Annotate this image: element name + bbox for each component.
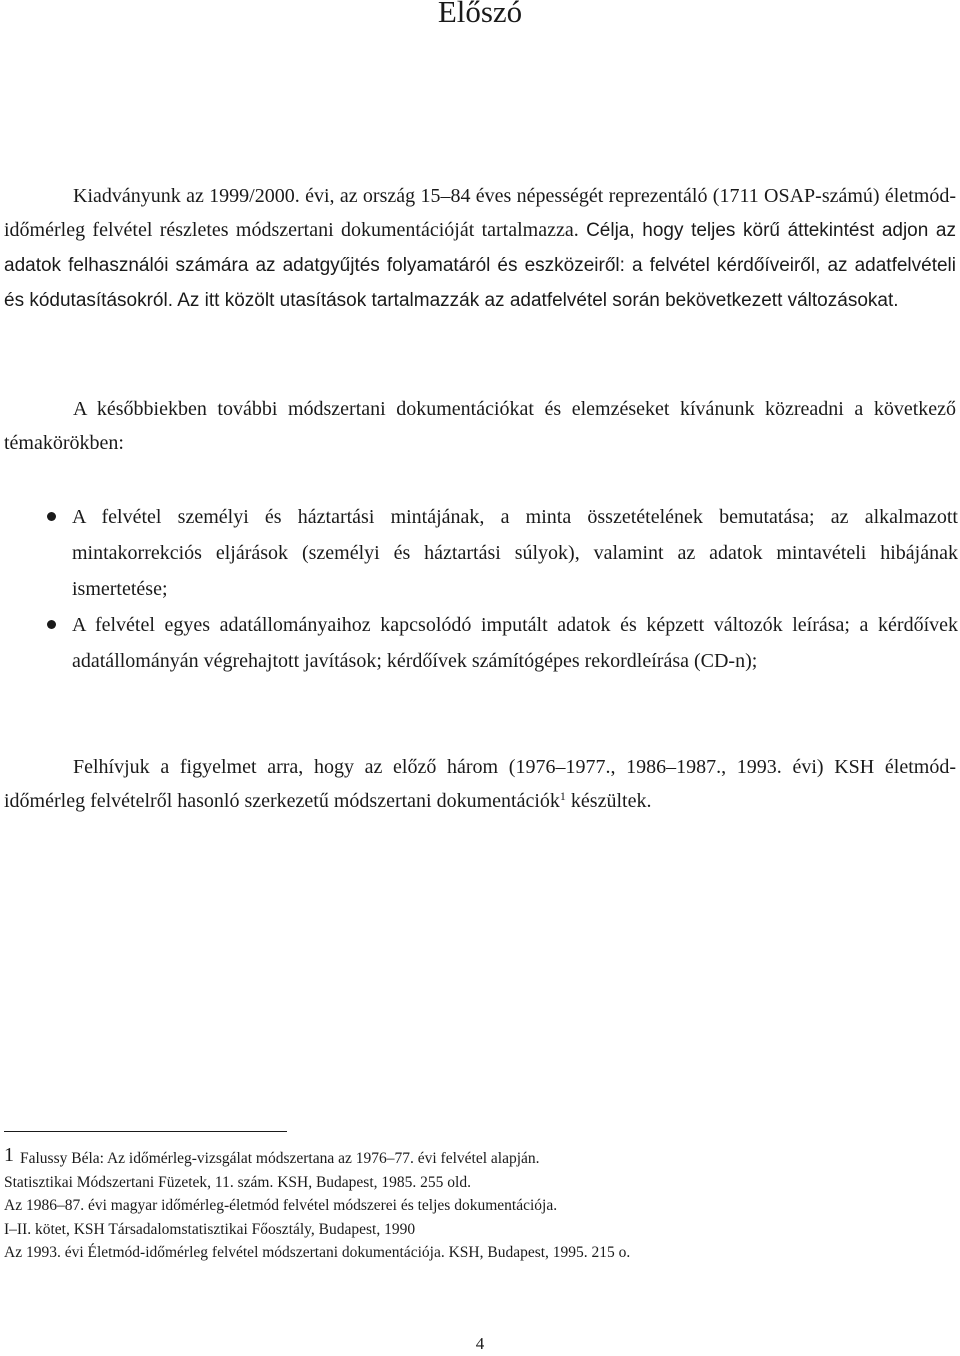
page-number: 4	[475, 1334, 485, 1353]
topics-list	[4, 499, 958, 679]
footnote-text: Falussy Béla: Az időmérleg-vizsgálat módszertana az 1976–77. évi felvétel alapján.	[20, 1150, 540, 1167]
footnote-line: I–II. kötet, KSH Társadalomstatisztikai Főosztály, Budapest, 1990	[4, 1220, 416, 1238]
note-text-end: készültek.	[565, 790, 652, 812]
footnote-mark: 1	[4, 1144, 14, 1166]
topics-paragraph: A későbbiekben további módszertani dokumentációkat és elemzéseket kívánunk közreadni a következő témakörökben:	[4, 398, 956, 454]
bullet-icon	[47, 512, 56, 521]
list-item-text: A felvétel személyi és háztartási mintájának, a minta összetételének bemutatása; az alkalmazott mintakorrekciós eljárások (személyi és háztartási súlyok), valamint az adatok mintavételi hibájának ismertetése;	[72, 506, 958, 600]
intro-text-sans: Célja, hogy teljes körű áttekintést adjon az adatok felhasználói számára az adatgyűjtés folyamatáról és eszközeiről: a felvétel kérdőíveiről, az adatfelvételi és kódutasításokról. Az itt közölt utasítások tartalmazzák az adatfelvétel során bekövetkezett változásokat.	[4, 220, 956, 311]
footnote-line: Statisztikai Módszertani Füzetek, 11. szám. KSH, Budapest, 1985. 255 old.	[4, 1173, 471, 1191]
list-item	[4, 607, 958, 679]
bullet-icon	[47, 620, 56, 629]
intro-paragraph	[4, 179, 956, 318]
footnote-reference[interactable]: 1	[559, 789, 566, 803]
footnote-line: Az 1993. évi Életmód-időmérleg felvétel módszertani dokumentációja. KSH, Budapest, 1995. 215 o.	[4, 1244, 631, 1261]
footnote-line: Az 1986–87. évi magyar időmérleg-életmód felvétel módszerei és teljes dokumentációja.	[4, 1197, 558, 1214]
intro-text-serif: Kiadványunk az 1999/2000. évi, az ország 15–84 éves népességét reprezentáló (1711 OSAP-számú) életmód-időmérleg felvétel részletes módszertani dokumentációját tartalmazza.	[4, 185, 956, 241]
note-text: Felhívjuk a figyelmet arra, hogy az előző három (1976–1977., 1986–1987., 1993. évi) KSH életmód-időmérleg felvételről hasonló szerkezetű módszertani dokumentációk	[4, 756, 956, 812]
footnotes	[4, 1144, 954, 1265]
note-paragraph	[4, 750, 956, 818]
list-item	[4, 499, 958, 607]
page-title: Előszó	[437, 0, 523, 29]
footnote-line	[4, 1144, 954, 1171]
list-item-text: A felvétel egyes adatállományaihoz kapcsolódó imputált adatok és képzett változók leírása; a kérdőívek adatállományán végrehajtott javítások; kérdőívek számítógépes rekordleírása (CD-n);	[72, 614, 958, 672]
footnote-divider	[4, 1131, 287, 1132]
